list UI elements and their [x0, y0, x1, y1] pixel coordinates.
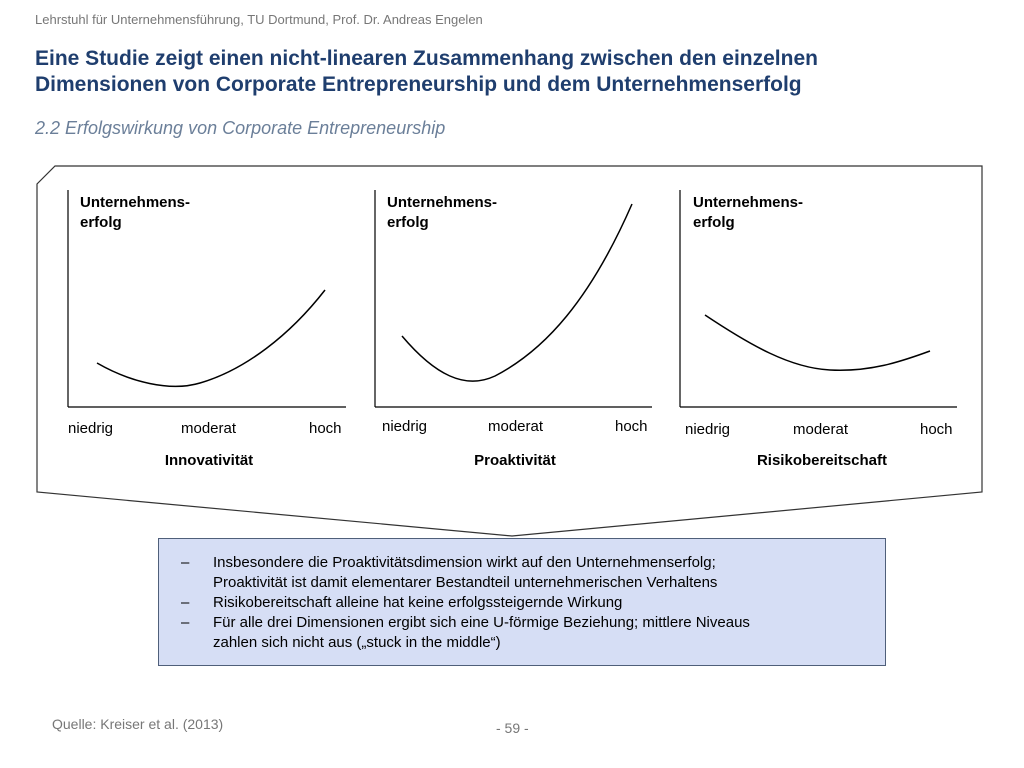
summary-item-text: [213, 613, 750, 653]
tick-mid-risikobereitschaft: moderat: [793, 421, 849, 438]
summary-item: [181, 553, 861, 593]
dimension-label-proaktivitaet: Proaktivität: [474, 452, 556, 469]
summary-box: [158, 538, 886, 666]
tick-low-risikobereitschaft: niedrig: [685, 421, 731, 438]
y-axis-label-line-2: erfolg: [80, 214, 122, 231]
tick-low-innovativitaet: niedrig: [68, 420, 114, 437]
y-axis-label-innovativitaet: [80, 193, 190, 233]
summary-item-line-2: Proaktivität ist damit elementarer Bestandteil unternehmerischen Verhaltens: [213, 574, 718, 591]
bullet-dash: –: [181, 594, 190, 611]
summary-item: [181, 613, 861, 653]
summary-item: [181, 593, 861, 613]
y-axis-label-line-1: Unternehmens-: [387, 194, 498, 211]
y-axis-label-line-1: Unternehmens-: [693, 194, 804, 211]
tick-high-proaktivitaet: hoch: [615, 418, 648, 435]
title-line-1: Eine Studie zeigt einen nicht-linearen Zusammenhang zwischen den einzelnen: [35, 47, 818, 70]
bullet-dash: –: [181, 554, 190, 571]
source-citation: Quelle: Kreiser et al. (2013): [52, 716, 224, 732]
tick-mid-proaktivitaet: moderat: [488, 418, 544, 435]
title-line-2: Dimensionen von Corporate Entrepreneurship und dem Unternehmenserfolg: [35, 73, 802, 96]
summary-item-line-1: Insbesondere die Proaktivitätsdimension wirkt auf den Unternehmenserfolg;: [213, 554, 716, 571]
y-axis-label-risikobereitschaft: [693, 193, 803, 233]
y-axis-label-line-2: erfolg: [693, 214, 735, 231]
y-axis-label-line-2: erfolg: [387, 214, 429, 231]
tick-high-risikobereitschaft: hoch: [920, 421, 953, 438]
tick-mid-innovativitaet: moderat: [181, 420, 237, 437]
summary-item-text: [213, 553, 717, 593]
summary-list: [181, 553, 861, 653]
y-axis-label-line-1: Unternehmens-: [80, 194, 191, 211]
header-text: Lehrstuhl für Unternehmensführung, TU Dortmund, Prof. Dr. Andreas Engelen: [35, 12, 483, 27]
tick-high-innovativitaet: hoch: [309, 420, 342, 437]
dimension-label-risikobereitschaft: Risikobereitschaft: [756, 452, 888, 469]
curve-innovativitaet: [97, 290, 325, 386]
tick-low-proaktivitaet: niedrig: [382, 418, 428, 435]
summary-item-text: Risikobereitschaft alleine hat keine erfolgssteigernde Wirkung: [213, 594, 623, 611]
y-axis-label-proaktivitaet: [387, 193, 497, 233]
summary-item-line-2: zahlen sich nicht aus („stuck in the middle“): [213, 634, 501, 651]
slide-subtitle: 2.2 Erfolgswirkung von Corporate Entrepreneurship: [35, 118, 446, 138]
bullet-dash: –: [181, 614, 190, 631]
summary-item-line-1: Für alle drei Dimensionen ergibt sich eine U-förmige Beziehung; mittlere Niveaus: [213, 614, 750, 631]
page-number: - 59 -: [496, 720, 529, 736]
curve-risikobereitschaft: [705, 315, 930, 370]
dimension-label-innovativitaet: Innovativität: [164, 452, 254, 469]
